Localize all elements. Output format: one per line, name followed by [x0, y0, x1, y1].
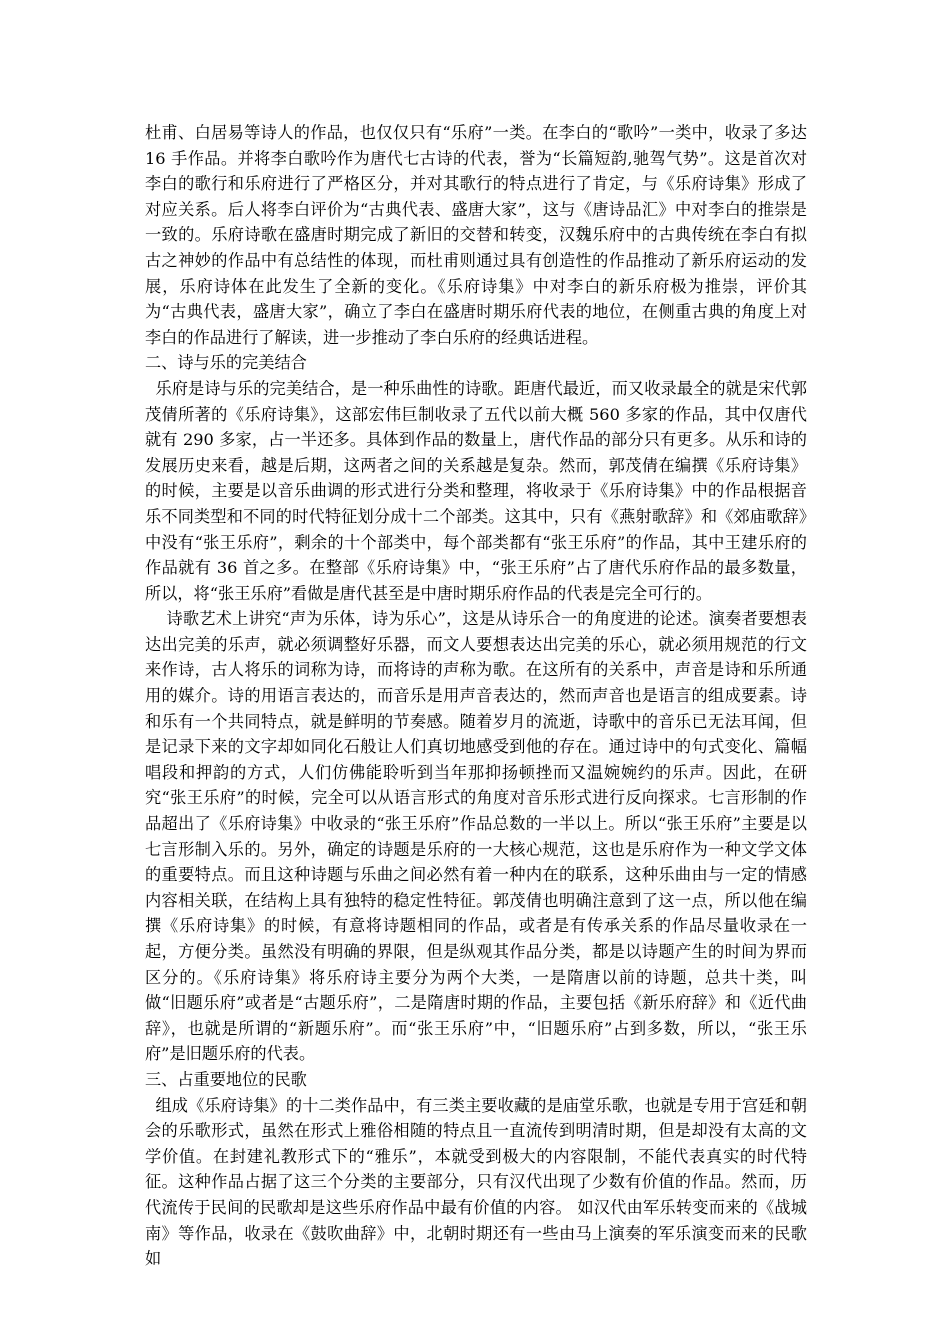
section-heading-poetry-music: 二、诗与乐的完美结合 [145, 353, 307, 373]
paragraph-li-bai-yuefu: 杜甫、白居易等诗人的作品，也仅仅只有“乐府”一类。在李白的“歌吟”一类中，收录了多达 16 手作品。并将李白歌吟作为唐代七古诗的代表，誉为“长篇短韵,驰驾气势”。这是首次对李白的歌行和乐府进行了严格区分，并对其歌行的特点进行了肯定，与《乐府诗集》形成了对应关系。后人将李白评价为“古典代表、盛唐大家”，这与《唐诗品汇》中对李白的推崇是一致的。乐府诗歌在盛唐时期完成了新旧的交替和转变，汉魏乐府中的古典传统在李白有拟古之神妙的作品中有总结性的体现，而杜甫则通过具有创造性的作品推动了新乐府运动的发展，乐府诗体在此发生了全新的变化。《乐府诗集》中对李白的新乐府极为推崇，评价其为“古典代表，盛唐大家”，确立了李白在盛唐时期乐府代表的地位，在侧重古典的角度上对李白的作品进行了解读，进一步推动了李白乐府的经典话进程。 [145, 123, 813, 347]
paragraph-miaotang-yuege: 组成《乐府诗集》的十二类作品中，有三类主要收藏的是庙堂乐歌，也就是专用于宫廷和朝会的乐歌形式，虽然在形式上雅俗相随的特点且一直流传到明清时期，但是却没有太高的文学价值。在封建礼教形式下的“雅乐”，本就受到极大的内容限制，不能代表真实的时代特征。这种作品占据了这三个分类的主要部分，只有汉代出现了少数有价值的作品。然而，历代流传于民间的民歌却是这些乐府作品中最有价值的内容。 如汉代由军乐转变而来的《战城南》等作品，收录在《鼓吹曲辞》中，北朝时期还有一些由马上演奏的军乐演变而来的民歌如 [145, 1095, 807, 1269]
section-heading-folk-songs: 三、占重要地位的民歌 [145, 1069, 307, 1089]
document-body [145, 120, 813, 1272]
paragraph-yuefu-shiji: 乐府是诗与乐的完美结合，是一种乐曲性的诗歌。距唐代最近，而又收录最全的就是宋代郭茂倩所著的《乐府诗集》，这部宏伟巨制收录了五代以前大概 560 多家的作品，其中仅唐代就有 290 多家，占一半还多。具体到作品的数量上，唐代作品的部分只有更多。从乐和诗的发展历史来看，越是后期，这两者之间的关系越是复杂。然而，郭茂倩在编撰《乐府诗集》的时候，主要是以音乐曲调的形式进行分类和整理，将收录于《乐府诗集》中的作品根据音乐不同类型和不同的时代特征划分成十二个部类。这其中，只有《燕射歌辞》和《郊庙歌辞》中没有“张王乐府”，剩余的十个部类中，每个部类都有“张王乐府”的作品，其中王建乐府的作品就有 36 首之多。在整部《乐府诗集》中，“张王乐府”占了唐代乐府作品的最多数量，所以，将“张王乐府”看做是唐代甚至是中唐时期乐府作品的代表是完全可行的。 [145, 378, 807, 603]
paragraph-sheng-wei-yue-ti: 诗歌艺术上讲究“声为乐体，诗为乐心”，这是从诗乐合一的角度进的论述。演奏者要想表达出完美的乐声，就必须调整好乐器，而文人要想表达出完美的乐心，就必须用规范的行文来作诗，古人将乐的词称为诗，而将诗的声称为歌。在这所有的关系中，声音是诗和乐所通用的媒介。诗的用语言表达的，而音乐是用声音表达的，然而声音也是语言的组成要素。诗和乐有一个共同特点，就是鲜明的节奏感。随着岁月的流逝，诗歌中的音乐已无法耳闻，但是记录下来的文字却如同化石般让人们真切地感受到他的存在。通过诗中的句式变化、篇幅唱段和押韵的方式，人们仿佛能聆听到当年那抑扬顿挫而又温婉婉约的乐声。因此，在研究“张王乐府”的时候，完全可以从语言形式的角度对音乐形式进行反向探求。七言形制的作品超出了《乐府诗集》中收录的“张王乐府”作品总数的一半以上。所以“张王乐府”主要是以七言形制入乐的。另外，确定的诗题是乐府的一大核心规范，这也是乐府作为一种文学文体的重要特点。而且这种诗题与乐曲之间必然有着一种内在的联系，这种乐曲由与一定的情感内容相关联，在结构上具有独特的稳定性特征。郭茂倩也明确注意到了这一点，所以他在编撰《乐府诗集》的时候，有意将诗题相同的作品，或者是有传承关系的作品尽量收录在一起，方便分类。虽然没有明确的界限，但是纵观其作品分类，都是以诗题产生的时间为界而区分的。《乐府诗集》将乐府诗主要分为两个大类，一是隋唐以前的诗题，总共十类，叫做“旧题乐府”或者是“古题乐府”，二是隋唐时期的作品，主要包括《新乐府辞》和《近代曲辞》，也就是所谓的“新题乐府”。而“张王乐府”中，“旧题乐府”占到多数，所以，“张王乐府”是旧题乐府的代表。 [145, 609, 807, 1064]
